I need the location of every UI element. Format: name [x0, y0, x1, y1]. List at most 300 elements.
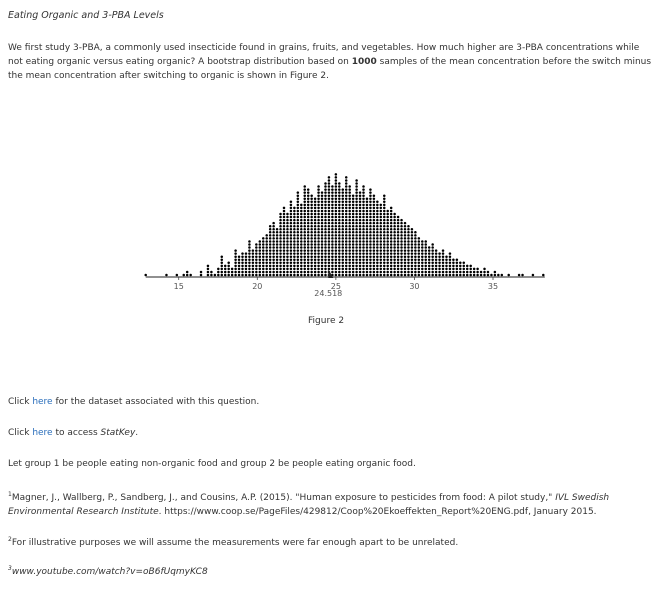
sample-count: 1000	[351, 57, 377, 67]
data-dot	[386, 222, 389, 225]
data-dot	[269, 228, 272, 231]
data-dot	[324, 228, 327, 231]
data-dot	[297, 219, 300, 222]
data-dot	[279, 259, 282, 262]
data-dot	[355, 255, 358, 258]
data-dot	[383, 262, 386, 265]
data-dot	[255, 271, 258, 274]
data-dot	[369, 231, 372, 234]
data-dot	[459, 265, 462, 268]
data-dot	[290, 228, 293, 231]
data-dot	[338, 188, 341, 191]
data-dot	[362, 240, 365, 243]
data-dot	[369, 204, 372, 207]
data-dot	[404, 234, 407, 237]
data-dot	[355, 216, 358, 219]
data-dot	[407, 255, 410, 258]
data-dot	[303, 240, 306, 243]
data-dot	[279, 240, 282, 243]
data-dot	[355, 271, 358, 274]
data-dot	[328, 231, 331, 234]
data-dot	[442, 274, 445, 277]
data-dot	[362, 259, 365, 262]
data-dot	[307, 198, 310, 201]
data-dot	[276, 265, 279, 268]
data-dot	[373, 219, 376, 222]
data-dot	[342, 210, 345, 213]
data-dot	[348, 198, 351, 201]
data-dot	[286, 234, 289, 237]
data-dot	[269, 252, 272, 255]
data-dot	[303, 262, 306, 265]
data-dot	[324, 207, 327, 210]
data-dot	[214, 274, 217, 277]
data-dot	[362, 201, 365, 204]
data-dot	[397, 255, 400, 258]
data-dot	[335, 185, 338, 188]
data-dot	[262, 249, 265, 252]
data-dot	[373, 274, 376, 277]
data-dot	[369, 234, 372, 237]
data-dot	[342, 204, 345, 207]
group-1: 1	[53, 459, 60, 469]
data-dot	[317, 246, 320, 249]
data-dot	[362, 252, 365, 255]
data-dot	[255, 259, 258, 262]
data-dot	[338, 219, 341, 222]
data-dot	[421, 262, 424, 265]
data-dot	[348, 249, 351, 252]
data-dot	[355, 228, 358, 231]
statkey-link[interactable]: here	[32, 428, 53, 438]
data-dot	[297, 234, 300, 237]
data-dot	[380, 216, 383, 219]
data-dot	[352, 243, 355, 246]
data-dot	[362, 219, 365, 222]
data-dot	[279, 213, 282, 216]
data-dot	[414, 246, 417, 249]
data-dot	[407, 252, 410, 255]
data-dot	[362, 228, 365, 231]
data-dot	[324, 194, 327, 197]
data-dot	[231, 274, 234, 277]
data-dot	[397, 252, 400, 255]
statkey-pre: Click	[8, 428, 33, 438]
data-dot	[335, 274, 338, 277]
data-dot	[272, 252, 275, 255]
data-dot	[404, 274, 407, 277]
data-dot	[390, 265, 393, 268]
data-dot	[435, 255, 438, 258]
data-dot	[366, 228, 369, 231]
data-dot	[335, 252, 338, 255]
data-dot	[324, 222, 327, 225]
data-dot	[331, 243, 334, 246]
data-dot	[414, 234, 417, 237]
data-dot	[255, 252, 258, 255]
data-dot	[407, 265, 410, 268]
data-dot	[483, 271, 486, 274]
data-dot	[414, 237, 417, 240]
data-dot	[393, 246, 396, 249]
data-dot	[376, 222, 379, 225]
data-dot	[283, 268, 286, 271]
data-dot	[421, 265, 424, 268]
data-dot	[345, 188, 348, 191]
data-dot	[252, 255, 255, 258]
data-dot	[207, 265, 210, 268]
data-dot	[279, 234, 282, 237]
data-dot	[383, 210, 386, 213]
data-dot	[376, 265, 379, 268]
data-dot	[338, 207, 341, 210]
data-dot	[335, 219, 338, 222]
footnote-3	[8, 562, 656, 579]
data-dot	[501, 274, 504, 277]
data-dot	[386, 213, 389, 216]
data-dot	[449, 259, 452, 262]
data-dot	[390, 240, 393, 243]
data-dot	[352, 246, 355, 249]
data-dot	[373, 255, 376, 258]
data-dot	[234, 255, 237, 258]
data-dot	[217, 268, 220, 271]
footnote-3-url[interactable]: www.youtube.com/watch?v=oB6fUqmyKC8	[11, 567, 208, 577]
data-dot	[290, 271, 293, 274]
data-dot	[283, 259, 286, 262]
data-dot	[324, 243, 327, 246]
data-dot	[383, 228, 386, 231]
data-dot	[342, 191, 345, 194]
data-dot	[352, 225, 355, 228]
data-dot	[321, 213, 324, 216]
data-dot	[200, 271, 203, 274]
data-dot	[348, 243, 351, 246]
data-dot	[314, 246, 317, 249]
data-dot	[411, 243, 414, 246]
data-dot	[342, 201, 345, 204]
data-dot	[369, 210, 372, 213]
data-dot	[418, 259, 421, 262]
data-dot	[345, 262, 348, 265]
data-dot	[314, 262, 317, 265]
data-dot	[376, 252, 379, 255]
data-dot	[231, 268, 234, 271]
data-dot	[300, 268, 303, 271]
data-dot	[265, 246, 268, 249]
data-dot	[373, 237, 376, 240]
data-dot	[359, 198, 362, 201]
data-dot	[383, 222, 386, 225]
data-dot	[400, 228, 403, 231]
footnote-1-text: Magner, J., Wallberg, P., Sandberg, J., and Cousins, A.P. (2015). "Human exposure to pesticides from food: A pilot study,"	[11, 493, 556, 503]
data-dot	[435, 259, 438, 262]
data-dot	[345, 268, 348, 271]
data-dot	[227, 268, 230, 271]
data-dot	[418, 252, 421, 255]
data-dot	[324, 240, 327, 243]
data-dot	[390, 246, 393, 249]
data-dot	[386, 243, 389, 246]
data-dot	[342, 262, 345, 265]
data-dot	[314, 271, 317, 274]
data-dot	[435, 268, 438, 271]
data-dot	[494, 274, 497, 277]
data-dot	[342, 207, 345, 210]
data-dot	[276, 262, 279, 265]
data-dot	[480, 274, 483, 277]
data-dot	[369, 194, 372, 197]
data-dot	[272, 240, 275, 243]
data-dot	[321, 259, 324, 262]
data-dot	[335, 265, 338, 268]
data-dot	[369, 237, 372, 240]
data-dot	[283, 225, 286, 228]
data-dot	[238, 255, 241, 258]
data-dot	[338, 240, 341, 243]
data-dot	[317, 240, 320, 243]
data-dot	[435, 265, 438, 268]
data-dot	[400, 219, 403, 222]
data-dot	[383, 231, 386, 234]
data-dot	[300, 222, 303, 225]
data-dot	[303, 243, 306, 246]
data-dot	[335, 210, 338, 213]
data-dot	[355, 191, 358, 194]
data-dot	[442, 259, 445, 262]
data-dot	[487, 271, 490, 274]
data-dot	[383, 252, 386, 255]
data-dot	[245, 255, 248, 258]
data-dot	[345, 271, 348, 274]
data-dot	[324, 191, 327, 194]
data-dot	[238, 268, 241, 271]
footnote-2	[8, 533, 656, 550]
data-dot	[335, 182, 338, 185]
data-dot	[314, 207, 317, 210]
data-dot	[414, 231, 417, 234]
data-dot	[307, 222, 310, 225]
data-dot	[286, 237, 289, 240]
data-dot	[310, 252, 313, 255]
data-dot	[272, 246, 275, 249]
data-dot	[283, 234, 286, 237]
data-dot	[345, 201, 348, 204]
data-dot	[380, 231, 383, 234]
data-dot	[300, 204, 303, 207]
data-dot	[317, 255, 320, 258]
data-dot	[303, 255, 306, 258]
data-dot	[300, 259, 303, 262]
data-dot	[310, 207, 313, 210]
data-dot	[428, 255, 431, 258]
data-dot	[348, 252, 351, 255]
data-dot	[314, 198, 317, 201]
data-dot	[435, 249, 438, 252]
data-dot	[248, 259, 251, 262]
data-dot	[380, 219, 383, 222]
data-dot	[328, 265, 331, 268]
data-dot	[428, 265, 431, 268]
data-dot	[248, 240, 251, 243]
data-dot	[345, 176, 348, 179]
data-dot	[449, 262, 452, 265]
data-dot	[227, 274, 230, 277]
data-dot	[297, 213, 300, 216]
data-dot	[335, 176, 338, 179]
data-dot	[262, 262, 265, 265]
data-dot	[390, 274, 393, 277]
data-dot	[386, 219, 389, 222]
data-dot	[442, 268, 445, 271]
footnote-1-source: IVL Swedish Environmental Research Institute	[8, 493, 610, 517]
value-marker-label: 24.518	[314, 289, 343, 298]
data-dot	[286, 213, 289, 216]
data-dot	[438, 255, 441, 258]
data-dot	[380, 210, 383, 213]
data-dot	[317, 252, 320, 255]
data-dot	[348, 231, 351, 234]
data-dot	[411, 255, 414, 258]
data-dot	[279, 243, 282, 246]
data-dot	[310, 194, 313, 197]
data-dot	[265, 268, 268, 271]
data-dot	[255, 246, 258, 249]
data-dot	[376, 271, 379, 274]
data-dot	[369, 191, 372, 194]
data-dot	[362, 268, 365, 271]
data-dot	[442, 252, 445, 255]
data-dot	[248, 268, 251, 271]
data-dot	[310, 240, 313, 243]
data-dot	[262, 265, 265, 268]
data-dot	[404, 262, 407, 265]
data-dot	[404, 249, 407, 252]
data-dot	[259, 262, 262, 265]
data-dot	[297, 222, 300, 225]
data-dot	[386, 268, 389, 271]
data-dot	[279, 274, 282, 277]
data-dot	[366, 234, 369, 237]
data-dot	[331, 201, 334, 204]
data-dot	[262, 255, 265, 258]
data-dot	[342, 213, 345, 216]
data-dot	[449, 265, 452, 268]
data-dot	[300, 219, 303, 222]
data-dot	[397, 243, 400, 246]
data-dot	[476, 271, 479, 274]
data-dot	[366, 240, 369, 243]
data-dot	[383, 216, 386, 219]
data-dot	[290, 207, 293, 210]
data-dot	[307, 268, 310, 271]
data-dot	[300, 216, 303, 219]
data-dot	[307, 271, 310, 274]
data-dot	[376, 231, 379, 234]
data-dot	[355, 222, 358, 225]
data-dot	[331, 225, 334, 228]
data-dot	[317, 262, 320, 265]
data-dot	[418, 246, 421, 249]
data-dot	[342, 243, 345, 246]
data-dot	[234, 268, 237, 271]
data-dot	[411, 249, 414, 252]
data-dot	[338, 271, 341, 274]
data-dot	[438, 274, 441, 277]
data-dot	[331, 237, 334, 240]
data-dot	[314, 237, 317, 240]
data-dot	[300, 225, 303, 228]
data-dot	[300, 240, 303, 243]
data-dot	[442, 255, 445, 258]
data-dot	[397, 219, 400, 222]
data-dot	[380, 222, 383, 225]
data-dot	[331, 210, 334, 213]
data-dot	[404, 268, 407, 271]
data-dot	[421, 268, 424, 271]
data-dot	[466, 271, 469, 274]
data-dot	[286, 265, 289, 268]
data-dot	[345, 191, 348, 194]
data-dot	[293, 246, 296, 249]
data-dot	[393, 219, 396, 222]
data-dot	[452, 274, 455, 277]
data-dot	[404, 265, 407, 268]
data-dot	[445, 259, 448, 262]
data-dot	[407, 259, 410, 262]
data-dot	[404, 246, 407, 249]
data-dot	[407, 249, 410, 252]
data-dot	[383, 240, 386, 243]
data-dot	[297, 262, 300, 265]
data-dot	[293, 274, 296, 277]
dataset-link[interactable]: here	[32, 397, 53, 407]
data-dot	[238, 271, 241, 274]
data-dot	[376, 259, 379, 262]
data-dot	[383, 198, 386, 201]
data-dot	[386, 231, 389, 234]
dataset-post: for the dataset associated with this question.	[52, 397, 260, 407]
data-dot	[373, 228, 376, 231]
data-dot	[297, 198, 300, 201]
data-dot	[324, 198, 327, 201]
data-dot	[259, 243, 262, 246]
data-dot	[469, 274, 472, 277]
data-dot	[390, 262, 393, 265]
data-dot	[331, 222, 334, 225]
data-dot	[255, 255, 258, 258]
data-dot	[469, 271, 472, 274]
data-dot	[338, 249, 341, 252]
data-dot	[293, 228, 296, 231]
data-dot	[383, 268, 386, 271]
data-dot	[393, 252, 396, 255]
data-dot	[386, 265, 389, 268]
data-dot	[431, 249, 434, 252]
data-dot	[324, 234, 327, 237]
data-dot	[452, 259, 455, 262]
data-dot	[297, 237, 300, 240]
data-dot	[342, 274, 345, 277]
data-dot	[335, 259, 338, 262]
data-dot	[324, 204, 327, 207]
data-dot	[252, 249, 255, 252]
data-dot	[265, 237, 268, 240]
data-dot	[459, 274, 462, 277]
data-dot	[286, 268, 289, 271]
data-dot	[352, 219, 355, 222]
data-dot	[362, 213, 365, 216]
